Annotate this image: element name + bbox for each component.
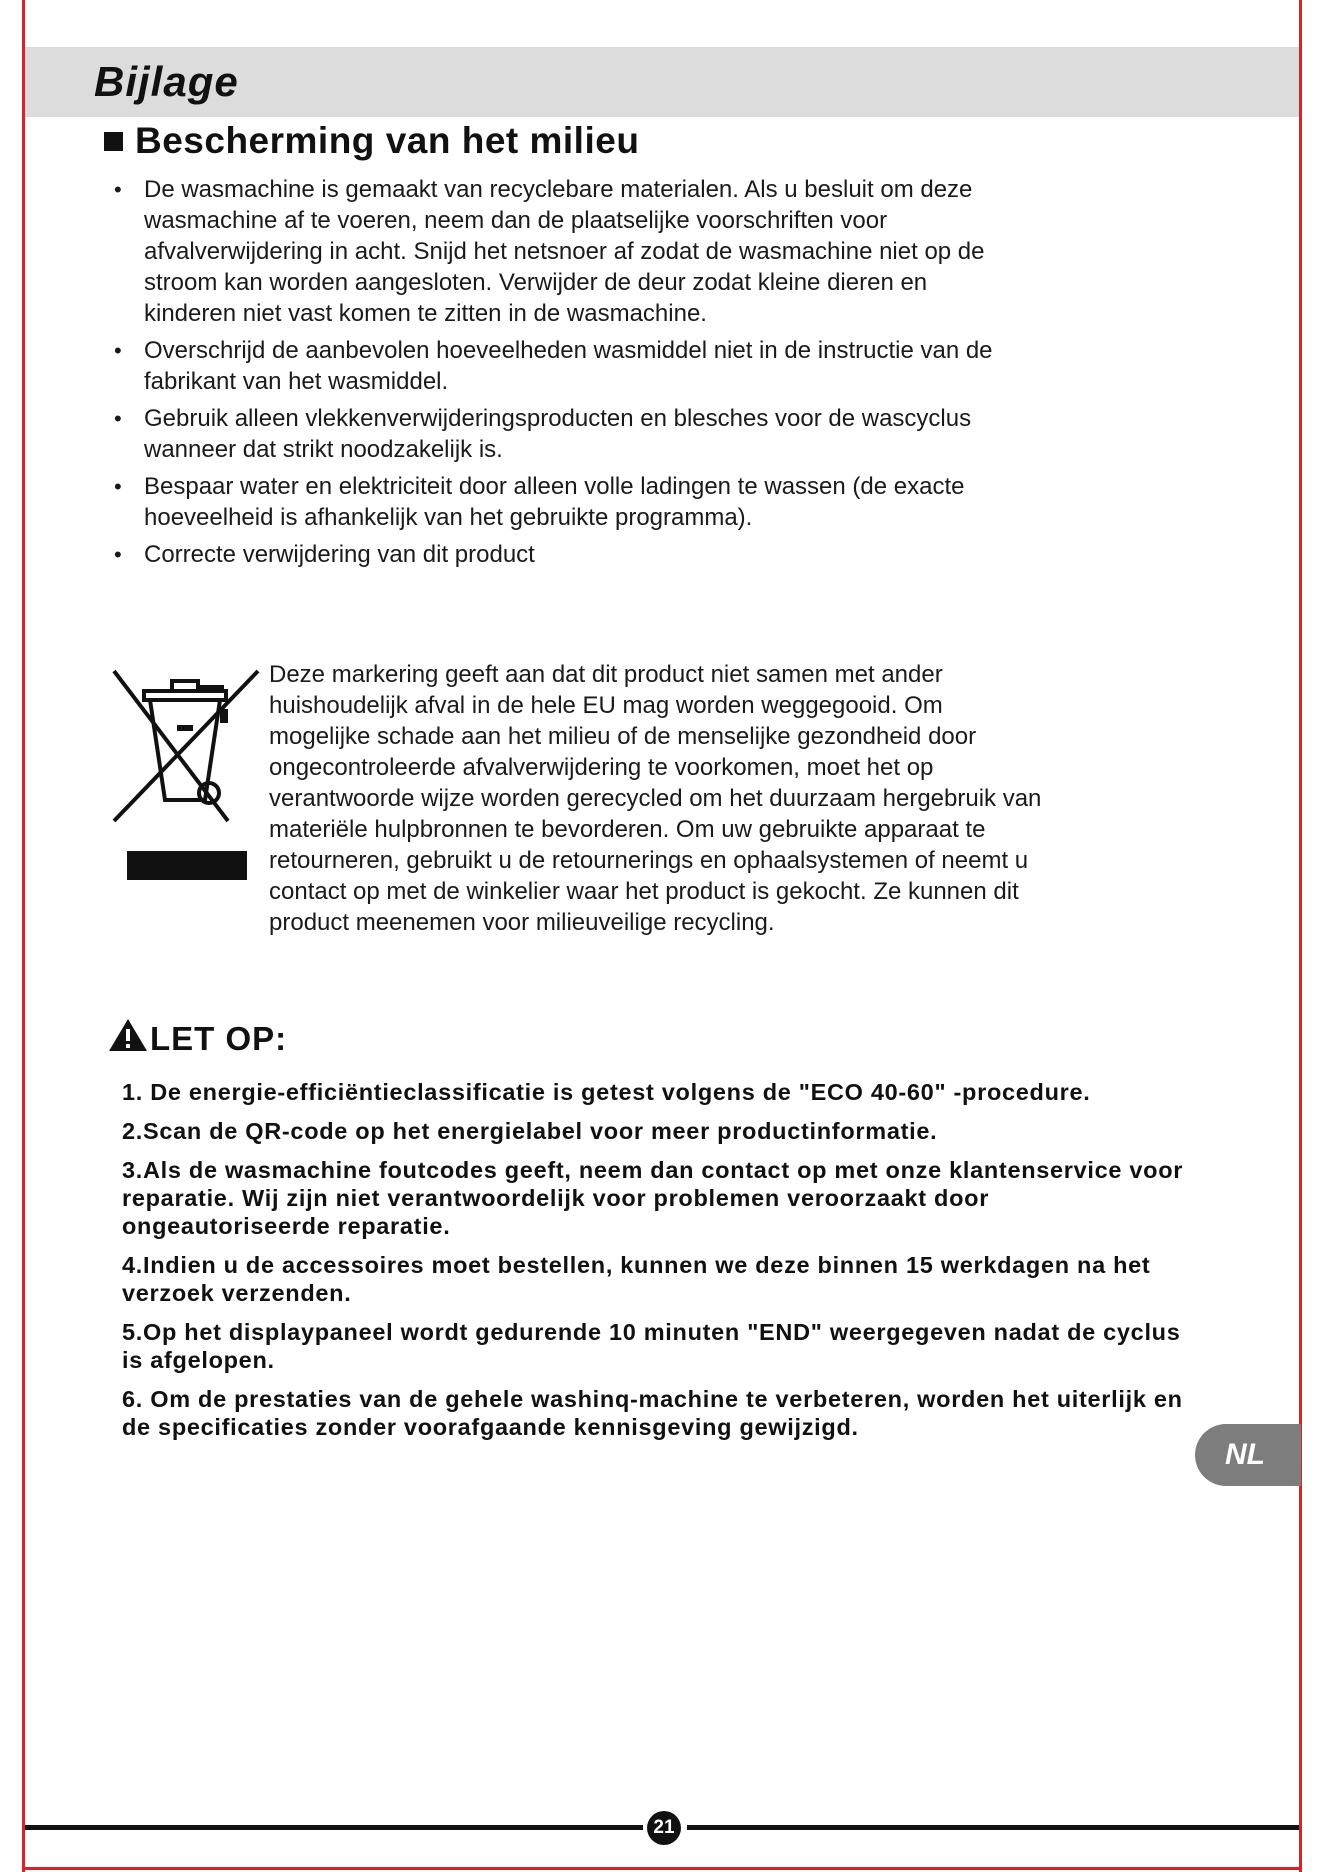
list-item [112, 174, 1012, 329]
page-number: 21 [647, 1811, 681, 1845]
environment-bullet-list [112, 174, 1012, 576]
list-item [112, 471, 1012, 533]
section-heading [104, 120, 639, 162]
caution-note: 6. Om de prestaties van de gehele washinq-machine te verbeteren, worden het uiterlijk en de specificaties zonder voorafgaande kennisgeving gewijzigd. [122, 1386, 1183, 1440]
list-item [112, 335, 1012, 397]
list-item-text: Gebruik alleen vlekkenverwijderingsproducten en blesches voor de wascyclus wanneer dat strikt noodzakelijk is. [144, 405, 972, 463]
bullet-dot-icon: • [114, 338, 122, 363]
language-tab: NL [1195, 1424, 1301, 1486]
caution-heading [108, 1018, 287, 1058]
bullet-dot-icon: • [114, 406, 122, 431]
caution-note: 2.Scan de QR-code op het energielabel voor meer productinformatie. [122, 1118, 938, 1144]
bullet-dot-icon: • [114, 474, 122, 499]
crossed-out-wheelie-bin-icon [110, 665, 262, 885]
page-frame-right [1299, 0, 1302, 1872]
page-frame-left [22, 0, 25, 1872]
warning-triangle-icon [108, 1018, 148, 1052]
square-bullet-icon [104, 132, 123, 151]
weee-disposal-text: Deze markering geeft aan dat dit product niet samen met ander huishoudelijk afval in de hele EU mag worden weggegooid. Om mogelijke schade aan het milieu of de menselijke gezondheid door ongecontroleerde afvalverwijdering te voorkomen, moet het op verantwoorde wijze worden gerecycled om het duurzaam hergebruik van materiële hulpbronnen te bevorderen. Om uw gebruikte apparaat te retourneren, gebruikt u de retournerings en ophaalsystemen of neemt u contact op met de winkelier waar het product is gekocht. Ze kunnen dit product meenemen voor milieuveilige recycling. [269, 661, 1042, 936]
footer-rule-right [687, 1825, 1299, 1830]
bullet-dot-icon: • [114, 542, 122, 567]
caution-note: 4.Indien u de accessoires moet bestellen, kunnen we deze binnen 15 werkdagen na het verzoek verzenden. [122, 1252, 1151, 1306]
caution-heading-text: LET OP: [150, 1020, 288, 1057]
footer-rule-left [25, 1825, 643, 1830]
list-item [112, 403, 1012, 465]
bullet-dot-icon: • [114, 177, 122, 202]
list-item [112, 539, 1012, 570]
list-item-text: De wasmachine is gemaakt van recyclebare materialen. Als u besluit om deze wasmachine af te voeren, neem dan de plaatselijke voorschriften voor afvalverwijdering in acht. Snijd het netsnoer af zodat de wasmachine niet op de stroom kan worden aangesloten. Verwijder de deur zodat kleine dieren en kinderen niet vast komen te zitten in de wasmachine. [144, 176, 985, 327]
caution-note: 1. De energie-efficiëntieclassificatie is getest volgens de "ECO 40-60" -procedure. [122, 1079, 1091, 1105]
list-item-text: Correcte verwijdering van dit product [144, 541, 535, 568]
section-heading-text: Bescherming van het milieu [135, 120, 640, 161]
caution-notes [122, 1078, 1202, 1452]
caution-note: 5.Op het displaypaneel wordt gedurende 10 minuten "END" weergegeven nadat de cyclus is afgelopen. [122, 1319, 1181, 1373]
list-item-text: Bespaar water en elektriciteit door alleen volle ladingen te wassen (de exacte hoeveelheid is afhankelijk van het gebruikte programma). [144, 473, 965, 531]
page-title: Bijlage [94, 58, 239, 105]
list-item-text: Overschrijd de aanbevolen hoeveelheden wasmiddel niet in de instructie van de fabrikant van het wasmiddel. [144, 337, 993, 395]
page-frame-bottom [22, 1867, 1302, 1870]
caution-note: 3.Als de wasmachine foutcodes geeft, neem dan contact op met onze klantenservice voor reparatie. Wij zijn niet verantwoordelijk voor problemen veroorzaakt door ongeautoriseerde reparatie. [122, 1157, 1184, 1239]
